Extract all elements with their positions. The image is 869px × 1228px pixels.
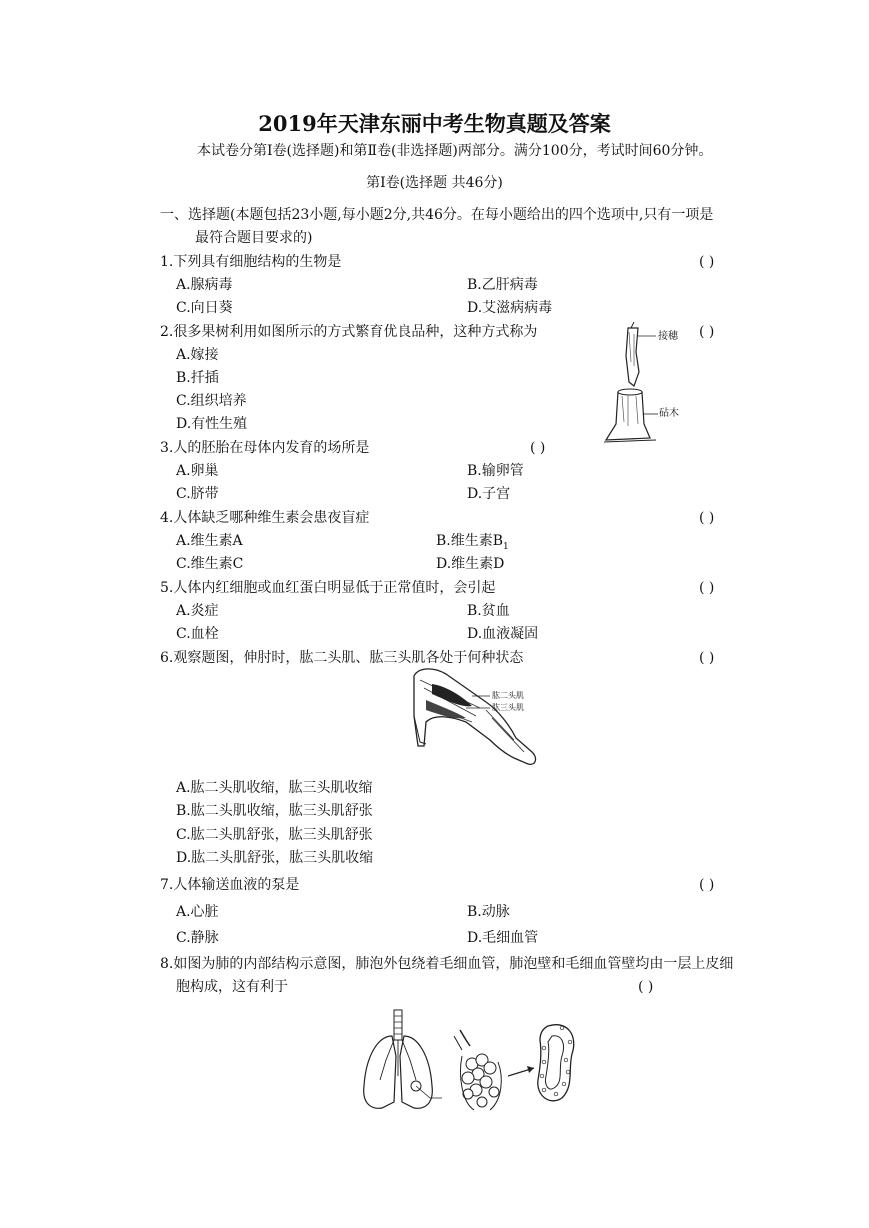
q5-answer-blank: ( ): [699, 580, 715, 596]
arm-muscle-diagram: [406, 666, 542, 776]
q4-option-b: [436, 532, 509, 556]
q2-option-b: B.扦插: [176, 370, 219, 386]
lung-structure-diagram: [358, 1006, 598, 1118]
exam-intro: 本试卷分第Ⅰ卷(选择题)和第Ⅱ卷(非选择题)两部分。满分100分，考试时间60分钟。: [197, 143, 713, 159]
q4-option-a: A.维生素A: [176, 533, 243, 549]
q8-answer-blank: ( ): [638, 979, 654, 995]
instructions-line2: 最符合题目要求的): [195, 230, 313, 246]
q7-stem: 7.人体输送血液的泵是: [160, 877, 300, 893]
q2-option-a: A.嫁接: [176, 347, 219, 363]
q5-option-c: C.血栓: [176, 626, 219, 642]
q6-option-d: D.肱二头肌舒张，肱三头肌收缩: [176, 850, 374, 866]
q5-option-b: B.贫血: [467, 603, 510, 619]
q3-option-c: C.脐带: [176, 486, 219, 502]
q4-stem: 4.人体缺乏哪种维生素会患夜盲症: [160, 510, 370, 526]
q3-option-b: B.输卵管: [467, 463, 524, 479]
q6-option-c: C.肱二头肌舒张，肱三头肌舒张: [176, 827, 373, 843]
label-biceps: 肱二头肌: [492, 691, 524, 700]
q4-option-c: C.维生素C: [176, 556, 244, 572]
q1-stem: 1.下列具有细胞结构的生物是: [160, 254, 342, 270]
q1-option-c: C.向日葵: [176, 300, 233, 316]
q4-option-b-text: B.维生素B: [436, 533, 504, 549]
q7-option-c: C.静脉: [176, 930, 219, 946]
q2-option-c: C.组织培养: [176, 393, 247, 409]
q2-answer-blank: ( ): [699, 324, 715, 340]
q7-option-b: B.动脉: [467, 904, 510, 920]
q5-stem: 5.人体内红细胞或血红蛋白明显低于正常值时，会引起: [160, 580, 496, 596]
page-title: 2019年天津东丽中考生物真题及答案: [258, 111, 611, 136]
instructions-line1: 一、选择题(本题包括23小题,每小题2分,共46分。在每小题给出的四个选项中,只有一项是: [160, 207, 714, 223]
q5-option-d: D.血液凝固: [467, 626, 539, 642]
label-rootstock: 砧木: [659, 408, 679, 419]
q1-answer-blank: ( ): [699, 254, 715, 270]
label-triceps: 肱三头肌: [492, 703, 524, 712]
q3-stem: 3.人的胚胎在母体内发育的场所是: [160, 440, 370, 456]
q5-option-a: A.炎症: [176, 603, 219, 619]
label-scion: 接穗: [658, 331, 678, 342]
q4-option-b-subscript: 1: [503, 541, 509, 552]
q1-option-b: B.乙肝病毒: [467, 277, 538, 293]
q6-answer-blank: ( ): [699, 650, 715, 666]
q3-option-d: D.子宫: [467, 486, 511, 502]
q4-option-d: D.维生素D: [436, 556, 505, 572]
q6-option-a: A.肱二头肌收缩，肱三头肌收缩: [176, 780, 373, 796]
q7-answer-blank: ( ): [699, 877, 715, 893]
q4-answer-blank: ( ): [699, 510, 715, 526]
q3-answer-blank: ( ): [530, 440, 546, 456]
q2-option-d: D.有性生殖: [176, 416, 248, 432]
q1-option-a: A.腺病毒: [176, 277, 233, 293]
q6-stem: 6.观察题图，伸肘时，肱二头肌、肱三头肌各处于何种状态: [160, 650, 524, 666]
q3-option-a: A.卵巢: [176, 463, 219, 479]
q8-stem-line1: 8.如图为肺的内部结构示意图，肺泡外包绕着毛细血管，肺泡壁和毛细血管壁均由一层上皮细: [160, 956, 734, 972]
q6-option-b: B.肱二头肌收缩，肱三头肌舒张: [176, 803, 373, 819]
q2-stem: 2.很多果树利用如图所示的方式繁育优良品种，这种方式称为: [160, 324, 538, 340]
q7-option-d: D.毛细血管: [467, 930, 539, 946]
q7-option-a: A.心脏: [176, 904, 219, 920]
grafting-diagram: [598, 322, 698, 450]
q1-option-d: D.艾滋病病毒: [467, 300, 553, 316]
q8-stem-line2: 胞构成，这有利于: [176, 979, 288, 995]
section-title: 第Ⅰ卷(选择题 共46分): [366, 175, 503, 191]
